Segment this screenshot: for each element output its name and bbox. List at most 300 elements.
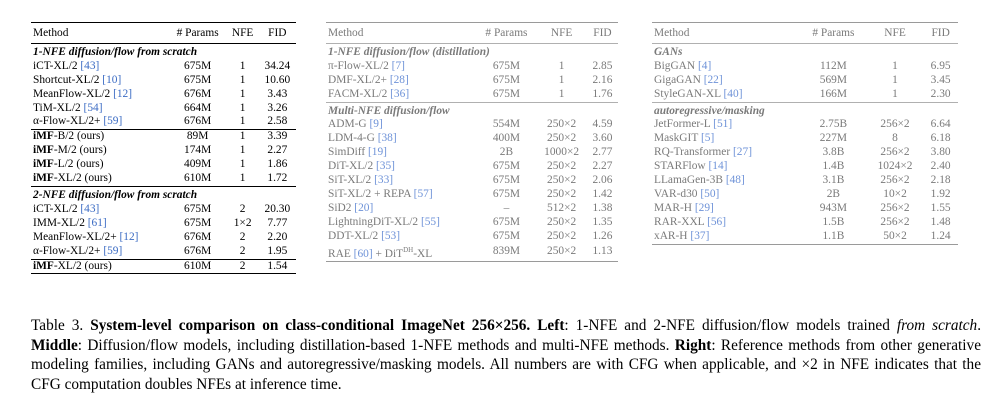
fid-cell: 7.77 bbox=[267, 216, 288, 229]
method-name: DDT-XL/2 bbox=[328, 229, 379, 242]
nfe-cell: 1024×2 bbox=[877, 160, 913, 173]
params-cell: 675M bbox=[492, 215, 521, 228]
params-cell: 610M bbox=[169, 259, 227, 274]
caption-left-end: . bbox=[977, 317, 982, 334]
method-name: MAR-H bbox=[654, 201, 692, 214]
caption-left-italic: from scratch bbox=[896, 317, 978, 334]
column-header: Method bbox=[326, 23, 477, 44]
method-name: ADM-G bbox=[328, 118, 367, 131]
table-row bbox=[326, 146, 618, 160]
fid-cell: 1.92 bbox=[930, 187, 951, 200]
method-name: π-Flow-XL/2 bbox=[328, 59, 389, 72]
table-row bbox=[31, 172, 296, 186]
method-name: -L/2 (ours) bbox=[53, 158, 104, 171]
method-cell bbox=[652, 88, 800, 102]
citation: [35] bbox=[376, 160, 395, 173]
citation: [9] bbox=[369, 118, 383, 131]
citation: [57] bbox=[413, 187, 433, 200]
params-cell: 2B bbox=[499, 146, 514, 159]
method-bold: iMF bbox=[33, 130, 54, 143]
table-caption bbox=[31, 316, 981, 394]
method-name: MeanFlow-XL/2 bbox=[33, 87, 111, 100]
method-cell bbox=[652, 132, 800, 146]
method-cell bbox=[326, 216, 477, 230]
table-row bbox=[326, 88, 618, 102]
citation: [20] bbox=[354, 201, 374, 214]
citation: [14] bbox=[708, 160, 728, 173]
fid-cell: 20.30 bbox=[264, 202, 291, 215]
fid-cell: 2.16 bbox=[592, 73, 613, 86]
citation: [38] bbox=[377, 132, 397, 145]
fid-cell: 1.55 bbox=[930, 201, 951, 214]
fid-cell: 1.76 bbox=[592, 87, 613, 100]
table-row bbox=[652, 118, 958, 132]
table-row bbox=[31, 231, 296, 245]
method-bold: iMF bbox=[33, 144, 54, 157]
params-cell: 227M bbox=[819, 132, 847, 145]
nfe-cell: 1 bbox=[239, 172, 246, 185]
column-header: NFE bbox=[867, 23, 923, 44]
citation: [19] bbox=[368, 146, 387, 159]
fid-cell: 1.86 bbox=[267, 158, 288, 171]
citation: [55] bbox=[420, 215, 440, 228]
method-name: -M/2 (ours) bbox=[53, 144, 107, 157]
method-name: LightningDiT-XL/2 bbox=[328, 215, 419, 228]
method-cell bbox=[652, 202, 800, 216]
method-cell bbox=[652, 60, 800, 74]
method-name: MaskGIT bbox=[654, 132, 699, 145]
nfe-cell: 1 bbox=[239, 87, 246, 100]
params-cell: 166M bbox=[819, 87, 847, 100]
column-header: # Params bbox=[477, 23, 537, 44]
params-cell: 675M bbox=[492, 229, 521, 242]
table-row bbox=[326, 174, 618, 188]
params-cell: 409M bbox=[184, 158, 212, 171]
citation: [5] bbox=[700, 132, 715, 145]
table-row bbox=[31, 245, 296, 259]
fid-cell: 2.85 bbox=[592, 59, 613, 72]
params-cell: 675M bbox=[492, 174, 521, 187]
fid-cell: 4.59 bbox=[592, 118, 613, 131]
method-cell bbox=[326, 132, 477, 146]
nfe-cell: 256×2 bbox=[880, 118, 910, 131]
method-cell bbox=[31, 231, 169, 245]
table-row bbox=[31, 115, 296, 129]
table-row bbox=[652, 60, 958, 74]
section-title: 1-NFE diffusion/flow (distillation) bbox=[326, 43, 618, 59]
method-cell bbox=[326, 202, 477, 216]
citation: [7] bbox=[391, 59, 405, 72]
method-cell bbox=[652, 118, 800, 132]
nfe-cell: 1 bbox=[892, 87, 898, 100]
citation: [27] bbox=[733, 146, 752, 159]
section-title-row bbox=[652, 102, 958, 118]
column-header: FID bbox=[587, 23, 618, 44]
table-row bbox=[652, 188, 958, 202]
table-row bbox=[326, 118, 618, 132]
table-row bbox=[31, 259, 296, 274]
column-header: FID bbox=[259, 23, 296, 44]
table-row bbox=[652, 132, 958, 146]
citation: [43] bbox=[80, 59, 100, 72]
table-row bbox=[326, 230, 618, 244]
section-title: GANs bbox=[652, 43, 958, 59]
table-row bbox=[652, 230, 958, 244]
method-cell bbox=[31, 245, 169, 259]
method-cell bbox=[326, 174, 477, 188]
nfe-cell: 250×2 bbox=[547, 187, 577, 200]
params-cell: 1.1B bbox=[800, 230, 867, 244]
table-row bbox=[652, 160, 958, 174]
method-name: -XL/2 (ours) bbox=[53, 172, 112, 185]
fid-cell: 2.20 bbox=[267, 230, 288, 243]
params-cell: 112M bbox=[819, 59, 847, 72]
fid-cell: 2.58 bbox=[267, 115, 288, 128]
nfe-cell: 256×2 bbox=[880, 146, 910, 159]
table-row bbox=[31, 102, 296, 116]
nfe-cell: 250×2 bbox=[547, 132, 577, 145]
citation: [56] bbox=[707, 215, 727, 228]
fid-cell: 3.80 bbox=[930, 146, 951, 159]
nfe-cell: 2 bbox=[239, 244, 246, 257]
method-sup: DH bbox=[403, 245, 414, 254]
table-row bbox=[652, 146, 958, 160]
method-name: SiT-XL/2 + REPA bbox=[328, 187, 411, 200]
section-title-row bbox=[652, 43, 958, 59]
citation: [48] bbox=[725, 174, 745, 187]
citation: [22] bbox=[703, 73, 723, 86]
nfe-cell: 1×2 bbox=[233, 216, 252, 229]
citation: [50] bbox=[700, 187, 720, 200]
method-name: SimDiff bbox=[328, 146, 366, 159]
method-suffix: + DiT bbox=[372, 247, 404, 260]
table-row bbox=[326, 202, 618, 216]
method-name: -B/2 (ours) bbox=[53, 130, 105, 143]
params-cell: 675M bbox=[184, 202, 212, 215]
citation: [4] bbox=[698, 59, 712, 72]
method-cell bbox=[31, 144, 169, 158]
section-title: 2-NFE diffusion/flow from scratch bbox=[31, 186, 296, 202]
params-cell: 174M bbox=[184, 144, 212, 157]
table-row bbox=[326, 216, 618, 230]
params-cell: 675M bbox=[492, 160, 521, 173]
citation: [12] bbox=[119, 230, 139, 243]
table-row bbox=[31, 203, 296, 217]
fid-cell: 3.43 bbox=[267, 87, 288, 100]
nfe-cell: 2 bbox=[239, 202, 246, 215]
citation: [43] bbox=[80, 202, 100, 215]
method-name: VAR-d30 bbox=[654, 187, 698, 200]
section-title-row bbox=[326, 102, 618, 118]
right-table bbox=[652, 22, 958, 245]
nfe-cell: 250×2 bbox=[547, 174, 577, 187]
method-name: MeanFlow-XL/2+ bbox=[33, 230, 117, 243]
params-cell: 610M bbox=[184, 172, 212, 185]
nfe-cell: 250×2 bbox=[547, 215, 577, 228]
column-header: Method bbox=[652, 23, 800, 44]
left-table bbox=[31, 22, 296, 274]
middle-table bbox=[326, 22, 618, 262]
method-cell bbox=[31, 130, 169, 144]
params-cell: 89M bbox=[169, 130, 227, 144]
citation: [61] bbox=[87, 216, 107, 229]
nfe-cell: 250×2 bbox=[547, 229, 577, 242]
section-title: Multi-NFE diffusion/flow bbox=[326, 102, 618, 118]
method-bold: iMF bbox=[33, 172, 54, 185]
nfe-cell: 250×2 bbox=[536, 244, 587, 262]
method-name: Shortcut-XL/2 bbox=[33, 73, 100, 86]
citation: [28] bbox=[389, 73, 409, 86]
fid-cell: 2.06 bbox=[592, 174, 613, 187]
method-cell bbox=[326, 60, 477, 74]
fid-cell: 1.72 bbox=[267, 172, 288, 185]
params-cell: 676M bbox=[184, 230, 212, 243]
method-name: iCT-XL/2 bbox=[33, 59, 78, 72]
method-cell bbox=[31, 203, 169, 217]
method-name: -XL/2 (ours) bbox=[53, 259, 112, 272]
method-name: STARFlow bbox=[654, 160, 706, 173]
nfe-cell: 1 bbox=[558, 73, 565, 86]
method-cell bbox=[652, 188, 800, 202]
table-row bbox=[31, 217, 296, 231]
params-cell: 675M bbox=[492, 87, 521, 100]
method-name: IMM-XL/2 bbox=[33, 216, 85, 229]
method-name: DMF-XL/2+ bbox=[328, 73, 387, 86]
fid-cell: 3.45 bbox=[930, 73, 951, 86]
method-cell bbox=[31, 158, 169, 172]
caption-left-label: Left bbox=[537, 317, 565, 334]
method-name: StyleGAN-XL bbox=[654, 87, 721, 100]
params-cell: 676M bbox=[184, 87, 212, 100]
citation: [51] bbox=[713, 118, 733, 131]
header-row bbox=[326, 23, 618, 44]
params-cell: – bbox=[503, 201, 510, 214]
method-name: TiM-XL/2 bbox=[33, 101, 81, 114]
section-title-row bbox=[31, 43, 296, 59]
fid-cell: 1.48 bbox=[930, 215, 951, 228]
method-name: LDM-4-G bbox=[328, 132, 375, 145]
table-row bbox=[326, 244, 618, 262]
params-cell: 400M bbox=[492, 132, 521, 145]
method-cell bbox=[326, 230, 477, 244]
fid-cell: 1.13 bbox=[587, 244, 618, 262]
method-cell bbox=[31, 217, 169, 231]
params-cell: 1.4B bbox=[822, 160, 845, 173]
fid-cell: 3.26 bbox=[267, 101, 288, 114]
section-title-row bbox=[326, 43, 618, 59]
table-row bbox=[326, 160, 618, 174]
nfe-cell: 50×2 bbox=[867, 230, 923, 244]
fid-cell: 2.27 bbox=[267, 144, 288, 157]
nfe-cell: 1 bbox=[558, 59, 565, 72]
fid-cell: 1.26 bbox=[592, 229, 613, 242]
table-row bbox=[31, 144, 296, 158]
caption-middle-text: : Diffusion/flow models, including distillation-based 1-NFE methods and multi-NFE methods. bbox=[77, 336, 675, 354]
fid-cell: 2.77 bbox=[592, 146, 613, 159]
method-bold: iMF bbox=[33, 158, 54, 171]
fid-cell: 1.95 bbox=[267, 244, 288, 257]
fid-cell: 6.18 bbox=[930, 132, 951, 145]
column-header: FID bbox=[923, 23, 958, 44]
citation: [40] bbox=[723, 87, 743, 100]
citation: [36] bbox=[390, 87, 410, 100]
table-row bbox=[31, 88, 296, 102]
params-cell: 1.5B bbox=[822, 215, 845, 228]
table-row bbox=[31, 60, 296, 74]
citation: [53] bbox=[381, 229, 401, 242]
nfe-cell: 2 bbox=[239, 230, 246, 243]
header-row bbox=[652, 23, 958, 44]
params-cell: 675M bbox=[184, 216, 212, 229]
method-suffix2: -XL bbox=[413, 247, 433, 260]
method-cell bbox=[326, 74, 477, 88]
method-cell bbox=[326, 188, 477, 202]
method-name: α-Flow-XL/2+ bbox=[33, 115, 101, 128]
params-cell: 2.75B bbox=[819, 118, 848, 131]
column-header: Method bbox=[31, 23, 169, 44]
method-name: GigaGAN bbox=[654, 73, 701, 86]
fid-cell: 2.18 bbox=[930, 174, 951, 187]
method-cell bbox=[652, 174, 800, 188]
citation: [33] bbox=[374, 174, 394, 187]
method-cell bbox=[326, 118, 477, 132]
nfe-cell: 1 bbox=[239, 115, 246, 128]
params-cell: 3.1B bbox=[822, 174, 845, 187]
params-cell: 675M bbox=[492, 187, 521, 200]
table-row bbox=[31, 74, 296, 88]
method-name: α-Flow-XL/2+ bbox=[33, 244, 101, 257]
params-cell: 554M bbox=[492, 118, 521, 131]
method-cell bbox=[31, 172, 169, 186]
nfe-cell: 256×2 bbox=[880, 215, 910, 228]
method-name: LLamaGen-3B bbox=[654, 174, 723, 187]
table-row bbox=[652, 202, 958, 216]
params-cell: 569M bbox=[819, 73, 847, 86]
fid-cell: 1.54 bbox=[259, 259, 296, 274]
method-name: JetFormer-L bbox=[654, 118, 711, 131]
method-cell bbox=[326, 146, 477, 160]
caption-middle-label: Middle bbox=[31, 336, 78, 354]
nfe-cell: 1 bbox=[239, 158, 246, 171]
citation: [60] bbox=[353, 247, 373, 260]
table-row bbox=[326, 188, 618, 202]
fid-cell: 1.35 bbox=[592, 215, 613, 228]
nfe-cell: 1 bbox=[892, 59, 898, 72]
method-name: iCT-XL/2 bbox=[33, 202, 78, 215]
nfe-cell: 250×2 bbox=[547, 160, 577, 173]
nfe-cell: 2 bbox=[227, 259, 259, 274]
nfe-cell: 1 bbox=[239, 144, 246, 157]
nfe-cell: 1000×2 bbox=[544, 146, 580, 159]
method-name: RAE bbox=[328, 247, 351, 260]
params-cell: 676M bbox=[184, 115, 212, 128]
method-name: DiT-XL/2 bbox=[328, 160, 374, 173]
fid-cell: 2.30 bbox=[930, 87, 951, 100]
citation: [59] bbox=[103, 115, 123, 128]
params-cell: 664M bbox=[184, 101, 212, 114]
table-row bbox=[326, 60, 618, 74]
params-cell: 3.8B bbox=[822, 146, 845, 159]
params-cell: 675M bbox=[492, 73, 521, 86]
table-row bbox=[31, 158, 296, 172]
column-header: NFE bbox=[536, 23, 587, 44]
nfe-cell: 8 bbox=[892, 132, 898, 145]
nfe-cell: 512×2 bbox=[547, 201, 577, 214]
method-cell bbox=[31, 259, 169, 274]
column-header: # Params bbox=[800, 23, 867, 44]
table-row bbox=[326, 74, 618, 88]
params-cell: 675M bbox=[184, 59, 212, 72]
fid-cell: 2.40 bbox=[930, 160, 951, 173]
fid-cell: 34.24 bbox=[264, 59, 291, 72]
citation: [29] bbox=[694, 201, 714, 214]
nfe-cell: 256×2 bbox=[880, 174, 910, 187]
header-row bbox=[31, 23, 296, 44]
caption-right-text: : Reference methods from other generative modeling families, including GANs and autoregressive/masking models. All numbers are with CFG when applicable, and ×2 in NFE indicates that the CFG computation doubles NFEs at inference time. bbox=[31, 336, 981, 393]
nfe-cell: 1 bbox=[558, 87, 565, 100]
table-row bbox=[31, 130, 296, 144]
params-cell: 839M bbox=[477, 244, 537, 262]
method-name: RAR-XXL bbox=[654, 215, 705, 228]
table-row bbox=[652, 174, 958, 188]
citation: [54] bbox=[83, 101, 103, 114]
fid-cell: 3.60 bbox=[592, 132, 613, 145]
params-cell: 2B bbox=[826, 187, 841, 200]
method-cell bbox=[31, 115, 169, 129]
params-cell: 943M bbox=[819, 201, 847, 214]
nfe-cell: 10×2 bbox=[883, 187, 907, 200]
citation: [12] bbox=[113, 87, 133, 100]
fid-cell: 2.27 bbox=[592, 160, 613, 173]
section-title: 1-NFE diffusion/flow from scratch bbox=[31, 43, 296, 59]
nfe-cell: 1 bbox=[239, 73, 246, 86]
fid-cell: 6.95 bbox=[930, 59, 951, 72]
table-row bbox=[652, 216, 958, 230]
method-cell bbox=[652, 230, 800, 244]
nfe-cell: 1 bbox=[227, 130, 259, 144]
nfe-cell: 1 bbox=[892, 73, 898, 86]
method-name: xAR-H bbox=[654, 229, 688, 242]
method-name: SiD2 bbox=[328, 201, 352, 214]
caption-label: Table 3. bbox=[31, 317, 84, 334]
nfe-cell: 1 bbox=[239, 59, 246, 72]
caption-right-label: Right bbox=[674, 336, 712, 354]
method-cell bbox=[652, 160, 800, 174]
caption-title: System-level comparison on class-conditional ImageNet 256×256. bbox=[90, 317, 531, 334]
caption-left-text: : 1-NFE and 2-NFE diffusion/flow models trained bbox=[564, 317, 897, 334]
method-cell bbox=[31, 60, 169, 74]
column-header: NFE bbox=[227, 23, 259, 44]
method-cell bbox=[652, 146, 800, 160]
fid-cell: 3.39 bbox=[259, 130, 296, 144]
section-title-row bbox=[31, 186, 296, 202]
params-cell: 675M bbox=[184, 73, 212, 86]
fid-cell: 1.42 bbox=[592, 187, 613, 200]
method-cell bbox=[326, 160, 477, 174]
citation: [10] bbox=[102, 73, 122, 86]
method-cell bbox=[326, 244, 477, 262]
column-header: # Params bbox=[169, 23, 227, 44]
fid-cell: 6.64 bbox=[930, 118, 951, 131]
method-cell bbox=[31, 74, 169, 88]
method-name: BigGAN bbox=[654, 59, 696, 72]
method-cell bbox=[652, 74, 800, 88]
params-cell: 675M bbox=[492, 59, 521, 72]
citation: [37] bbox=[690, 229, 710, 242]
method-name: RQ-Transformer bbox=[654, 146, 731, 159]
fid-cell: 10.60 bbox=[264, 73, 291, 86]
method-cell bbox=[31, 88, 169, 102]
